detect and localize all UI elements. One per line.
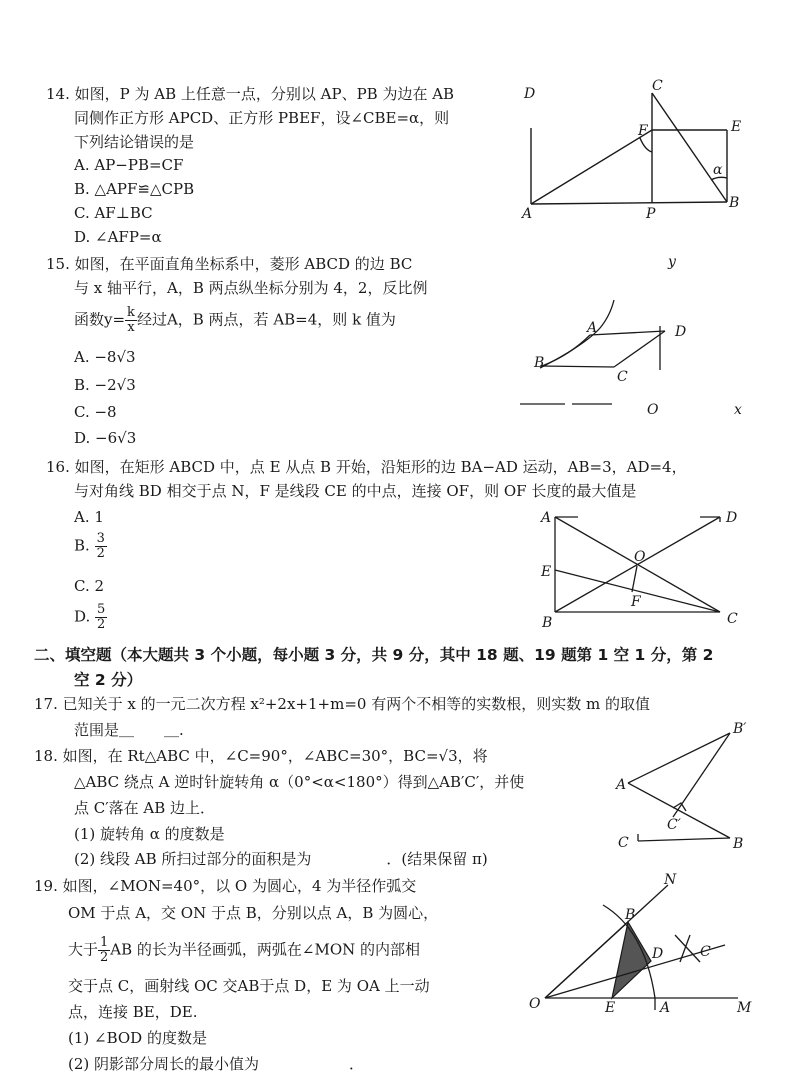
q19-fraction-one-half: $\frac{1}{2}$ [100,935,109,965]
q15-line1: 15. 如图，在平面直角坐标系中，菱形 ABCD 的边 BC [46,255,413,273]
q16-option-c: C. 2 [74,577,105,595]
q15-label-x: x [734,402,742,418]
q19-label-B: B [625,907,636,923]
q15-label-B: B [534,355,545,371]
q15-fraction-k-over-x: $\frac{k}{x}$ [127,305,135,335]
q15-label-y: y [668,254,676,270]
q18-sub1: (1) 旋转角 α 的度数是 [74,825,225,843]
q17-line1: 17. 已知关于 x 的一元二次方程 x²+2x+1+m=0 有两个不相等的实数根，则实数 m 的取值 [34,695,650,713]
q18-line3: 点 C′落在 AB 边上． [74,799,216,817]
q19-label-D: D [652,946,664,962]
q15-option-d: D. −6√3 [74,429,137,447]
q14-label-alpha: α [713,162,723,178]
q16-option-a: A. 1 [74,508,104,526]
q16-label-F: F [631,594,641,610]
q19-label-O: O [529,996,541,1012]
q16-option-b-fraction: $\frac{3}{2}$ [96,531,105,561]
q14-option-b: B. △APF≌△CPB [74,180,195,198]
q18-sub2: (2) 线段 AB 所扫过部分的面积是为 ．(结果保留 π) [74,850,488,868]
q16-line1: 16. 如图，在矩形 ABCD 中，点 E 从点 B 开始，沿矩形的边 BA−AD 运动，AB=3，AD=4， [46,458,687,476]
q18-label-B-prime: B′ [733,721,747,737]
q14-option-a: A. AP−PB=CF [74,156,184,174]
q18-line1: 18. 如图，在 Rt△ABC 中，∠C=90°，∠ABC=30°，BC=√3，将 [34,747,488,765]
q14-label-F: F [638,123,648,139]
q19-label-C: C [700,944,711,960]
q16-option-d: D. $\frac{5}{2}$ [74,602,106,632]
q15-label-A: A [587,320,598,336]
q14-label-A: A [522,206,533,222]
q16-line2: 与对角线 BD 相交于点 N，F 是线段 CE 的中点，连接 OF，则 OF 长度的最大值是 [74,482,637,500]
q14-label-C: C [652,78,663,94]
q16-option-d-fraction: $\frac{5}{2}$ [97,602,106,632]
q18-line2: △ABC 绕点 A 逆时针旋转角 α（0°<α<180°）得到△AB′C′，并使 [74,773,525,791]
q18-label-C: C [618,835,629,851]
q15-line2: 与 x 轴平行，A，B 两点纵坐标分别为 4，2，反比例 [74,279,428,297]
q19-line2: OM 于点 A，交 ON 于点 B，分别以点 A，B 为圆心， [68,904,439,922]
q14-label-B: B [729,195,740,211]
q16-label-D: D [726,510,738,526]
q19-arc-from-B [680,935,690,962]
q19-sub1: (1) ∠BOD 的度数是 [68,1029,207,1047]
q14-line2: 同侧作正方形 APCD、正方形 PBEF，设∠CBE=α，则 [74,109,450,127]
q15-label-C: C [617,369,628,385]
q15-line3-suffix: 经过A，B 两点，若 AB=4，则 k 值为 [136,310,396,329]
q16-label-E: E [541,564,552,580]
q15-option-c: C. −8 [74,403,117,421]
q19-line5: 点，连接 BE，DE. [68,1003,198,1021]
q14-label-E: E [731,119,742,135]
q18-label-B: B [733,836,744,852]
q19-sub2: (2) 阴影部分周长的最小值为 ． [68,1055,365,1073]
q14-line1: 14. 如图，P 为 AB 上任意一点，分别以 AP、PB 为边在 AB [46,85,455,103]
q16-label-A: A [541,510,552,526]
q15-option-a: A. −8√3 [74,348,136,366]
q15-label-O: O [647,402,659,418]
q14-label-D: D [524,86,536,102]
q17-line2: 范围是＿ ＿. [74,721,184,739]
q15-option-b: B. −2√3 [74,376,136,394]
q14-option-d: D. ∠AFP=α [74,228,162,246]
q18-label-A: A [616,777,627,793]
q19-label-E: E [605,1000,616,1016]
q14-label-P: P [646,206,656,222]
q15-label-D: D [675,324,687,340]
section2-heading-line1: 二、填空题（本大题共 3 个小题，每小题 3 分，共 9 分，其中 18 题、19 题第 1 空 1 分，第 2 [34,646,714,664]
section2-heading-line2: 空 2 分） [74,671,143,689]
q16-option-b: B. $\frac{3}{2}$ [74,531,105,561]
q19-label-M: M [737,1000,752,1016]
q14-option-c: C. AF⊥BC [74,204,153,222]
q14-line3: 下列结论错误的是 [74,133,195,151]
q16-label-B: B [542,615,553,631]
q19-line3: 大于 $\frac{1}{2}$ AB 的长为半径画弧，两弧在∠MON 的内部相 [68,935,421,965]
q19-line1: 19. 如图，∠MON=40°，以 O 为圆心，4 为半径作弧交 [34,877,417,895]
q15-line3-prefix: 函数y= [74,310,126,329]
q18-label-C-prime: C′ [667,817,681,833]
q19-line4: 交于点 C，画射线 OC 交AB于点 D，E 为 OA 上一动 [68,977,430,995]
q19-label-N: N [664,872,677,888]
q16-label-C: C [727,611,738,627]
q16-label-O: O [634,549,646,565]
q19-label-A: A [660,1000,671,1016]
